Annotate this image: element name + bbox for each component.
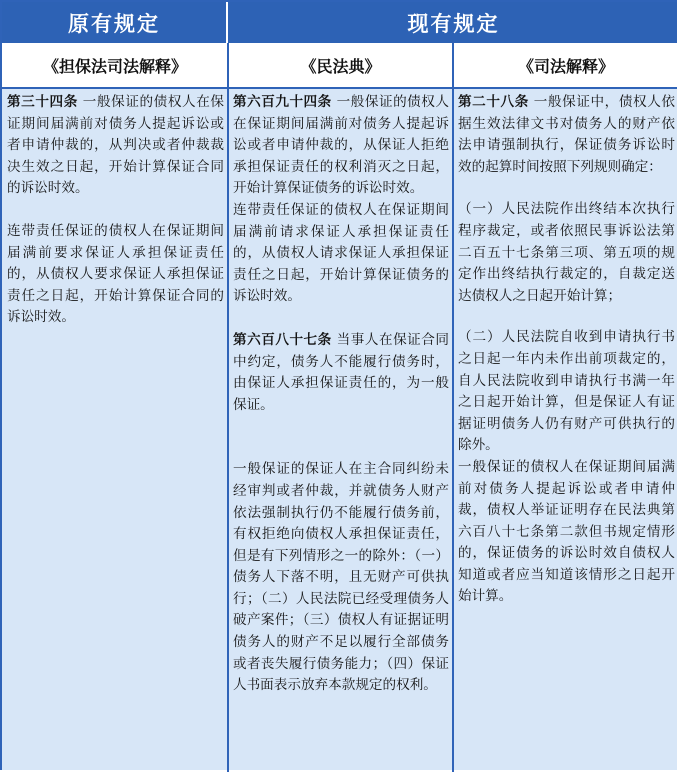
old-rules-header bbox=[2, 2, 228, 43]
article-number: 第六百八十七条 bbox=[233, 331, 332, 348]
column-divider bbox=[452, 43, 454, 772]
article-number: 第六百九十四条 bbox=[233, 94, 332, 110]
judicial-interpretation-column bbox=[453, 89, 677, 770]
source-judicial bbox=[453, 43, 677, 89]
article-number: 第三十四条 bbox=[7, 94, 78, 110]
joint-liability-paragraph: 连带责任保证的债权人在保证期间届满前请求保证人承担保证责任的，从债权人请求保证人承担保证责任之日起，开始计算保证债务的诉讼时效。 bbox=[233, 201, 449, 305]
article-694 bbox=[233, 92, 449, 200]
joint-liability-paragraph: 连带责任保证的债权人在保证期间届满前要求保证人承担保证责任的，从债权人要求保证人承担保证责任之日起，开始计算保证合同的诉讼时效。 bbox=[7, 222, 224, 326]
article-number: 第二十八条 bbox=[458, 94, 529, 110]
source-civil-code-label: 《民法典》 bbox=[300, 56, 381, 76]
new-rules-title: 现有规定 bbox=[407, 11, 500, 36]
article-28 bbox=[458, 92, 675, 178]
civil-code-column bbox=[228, 89, 453, 770]
source-old bbox=[2, 43, 228, 89]
column-divider bbox=[227, 43, 229, 772]
new-rules-header bbox=[228, 2, 677, 43]
old-rules-column bbox=[2, 89, 228, 770]
article-text: 当事人在保证合同中约定，债务人不能履行债务时，由保证人承担保证责任的，为一般保证。 bbox=[233, 331, 449, 413]
article-687 bbox=[233, 330, 449, 416]
article-34 bbox=[7, 92, 224, 200]
general-guarantee-paragraph: 一般保证的保证人在主合同纠纷未经审判或者仲裁，并就债务人财产依法强制执行仍不能履行债务前，有权拒绝向债权人承担保证责任，但是有下列情形之一的除外：（一）债务人下落不明，且无财产可供执行；（二）人民法院已经受理债务人破产案件；（三）债权人有证据证明债务人的财产不足以履行全部债务或者丧失履行债务能力；（四）保证人书面表示放弃本款规定的权利。 bbox=[233, 461, 449, 694]
article-text: 一般保证的债权人在保证期间届满前对债务人提起诉讼或者申请仲裁的，从保证人拒绝承担保证责任的权利消灭之日起，开始计算保证债务的诉讼时效。 bbox=[233, 94, 449, 197]
article-text: 一般保证的债权人在保证期间届满前对债务人提起诉讼或者申请仲裁的，从判决或者仲裁裁决生效之日起，开始计算保证合同的诉讼时效。 bbox=[7, 94, 224, 197]
rule-two-paragraph: （二）人民法院自收到申请执行书之日起一年内未作出前项裁定的，自人民法院收到申请执行书满一年之日起开始计算，但是保证人有证据证明债务人仍有财产可供执行的除外。 bbox=[458, 329, 675, 454]
old-rules-title: 原有规定 bbox=[68, 11, 160, 36]
general-guarantee-paragraph: 一般保证的债权人在保证期间届满前对债务人提起诉讼或者申请仲裁，债权人举证证明存在民法典第六百八十七条第二款但书规定情形的，保证债务的诉讼时效自债权人知道或者应当知道该情形之日起开始计算。 bbox=[458, 458, 675, 605]
source-old-label: 《担保法司法解释》 bbox=[42, 56, 187, 76]
source-civil-code bbox=[228, 43, 453, 89]
source-judicial-label: 《司法解释》 bbox=[517, 56, 614, 76]
rule-one-paragraph: （一）人民法院作出终结本次执行程序裁定，或者依照民事诉讼法第二百五十七条第三项、第五项的规定作出终结执行裁定的，自裁定送达债权人之日起开始计算； bbox=[458, 201, 675, 304]
article-text: 一般保证中，债权人依据生效法律文书对债务人的财产依法申请强制执行，保证债务诉讼时效的起算时间按照下列规则确定： bbox=[458, 94, 675, 175]
